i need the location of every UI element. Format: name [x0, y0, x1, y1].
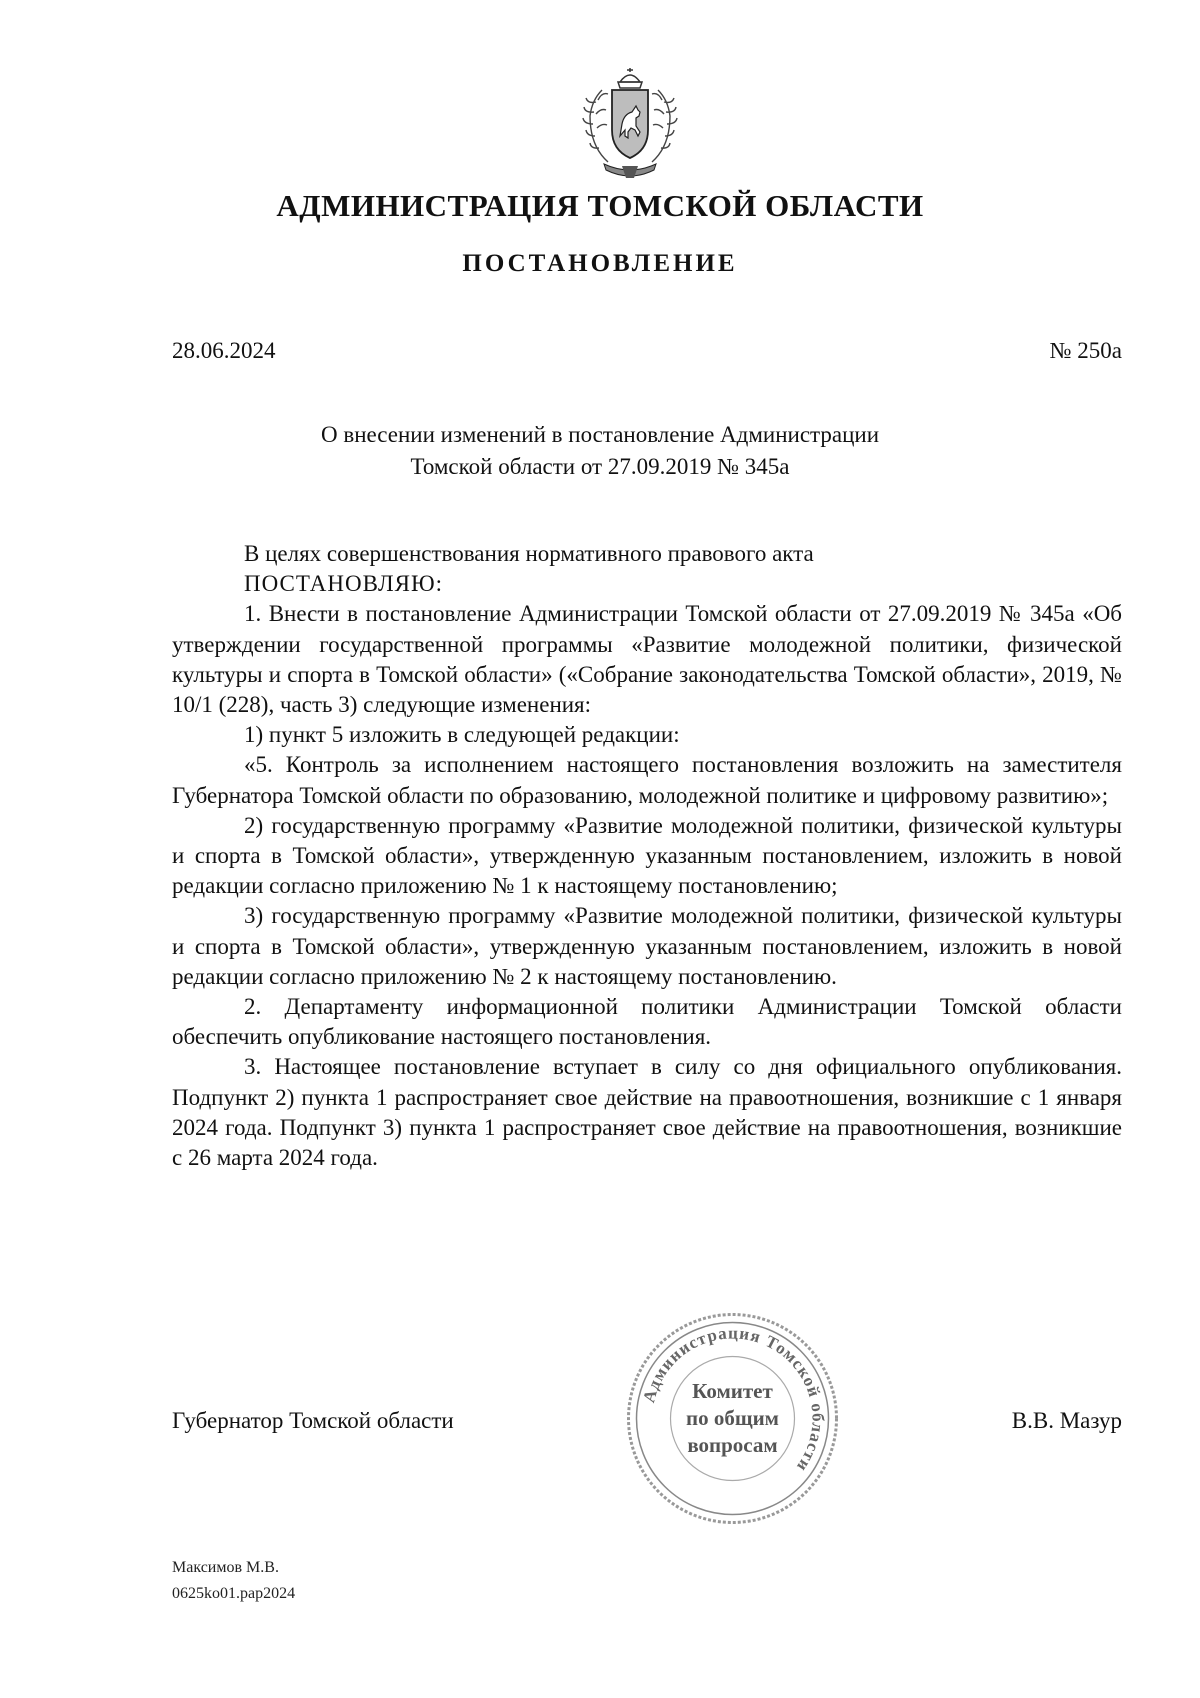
- body-subpoint-1: 1) пункт 5 изложить в следующей редакции:: [244, 722, 680, 748]
- body-paragraph-1: 1. Внести в постановление Администрации Томской области от 27.09.2019 № 345а «Об утверждении государственной программы «Развитие молодежной политики, физической культуры и спорта в Томской области» («Собрание законодательства Томской области», 2019, № 10/1 (228), часть 3) следующие изменения:: [172, 601, 1122, 718]
- stamp-center-line-3: вопросам: [687, 1433, 778, 1457]
- official-stamp: [625, 1311, 840, 1526]
- document-body: [172, 539, 1122, 1173]
- stamp-center-line-1: Комитет: [692, 1379, 773, 1403]
- subject-line-2: Томской области от 27.09.2019 № 345а: [410, 454, 790, 479]
- file-code: 0625ko01.pap2024: [172, 1585, 296, 1602]
- document-date: 28.06.2024: [172, 338, 276, 363]
- body-resolve: ПОСТАНОВЛЯЮ:: [244, 571, 444, 597]
- signatory-position: Губернатор Томской области: [172, 1408, 454, 1433]
- footer: [172, 1555, 295, 1607]
- stamp-center: [625, 1311, 840, 1526]
- body-paragraph-2: 2. Департаменту информационной политики Администрации Томской области обеспечить опубликование настоящего постановления.: [172, 994, 1122, 1050]
- stamp-ring-text: Администрация Томской области: [639, 1323, 828, 1476]
- body-intro: В целях совершенствования нормативного правового акта: [244, 541, 814, 566]
- signatory-name: В.В. Мазур: [1011, 1408, 1122, 1433]
- document-type: ПОСТАНОВЛЕНИЕ: [462, 250, 738, 277]
- executor-name: Максимов М.В.: [172, 1559, 279, 1576]
- stamp-center-line-2: по общим: [686, 1406, 779, 1430]
- tomsk-coat-of-arms-icon: [568, 66, 692, 186]
- document-number: № 250а: [1049, 338, 1122, 363]
- body-paragraph-3: 3. Настоящее постановление вступает в силу со дня официального опубликования. Подпункт 2) пункта 1 распространяет свое действие на правоотношения, возникшие с 1 января 2024 года. Подпункт 3) пункта 1 распространяет свое действие на правоотношения, возникшие с 26 марта 2024 года.: [172, 1054, 1122, 1171]
- body-subpoint-2: 2) государственную программу «Развитие молодежной политики, физической культуры и спорта в Томской области», утвержденную указанным постановлением, изложить в новой редакции согласно приложению № 1 к настоящему постановлению;: [172, 812, 1122, 899]
- organization-title: АДМИНИСТРАЦИЯ ТОМСКОЙ ОБЛАСТИ: [276, 188, 924, 223]
- body-subpoint-1-text: «5. Контроль за исполнением настоящего постановления возложить на заместителя Губернатора Томской области по образованию, молодежной политике и цифровому развитию»;: [172, 752, 1122, 808]
- body-subpoint-3: 3) государственную программу «Развитие молодежной политики, физической культуры и спорта в Томской области», утвержденную указанным постановлением, изложить в новой редакции согласно приложению № 2 к настоящему постановлению.: [172, 903, 1122, 989]
- subject-line-1: О внесении изменений в постановление Администрации: [320, 422, 880, 447]
- document-subject: [0, 419, 1200, 483]
